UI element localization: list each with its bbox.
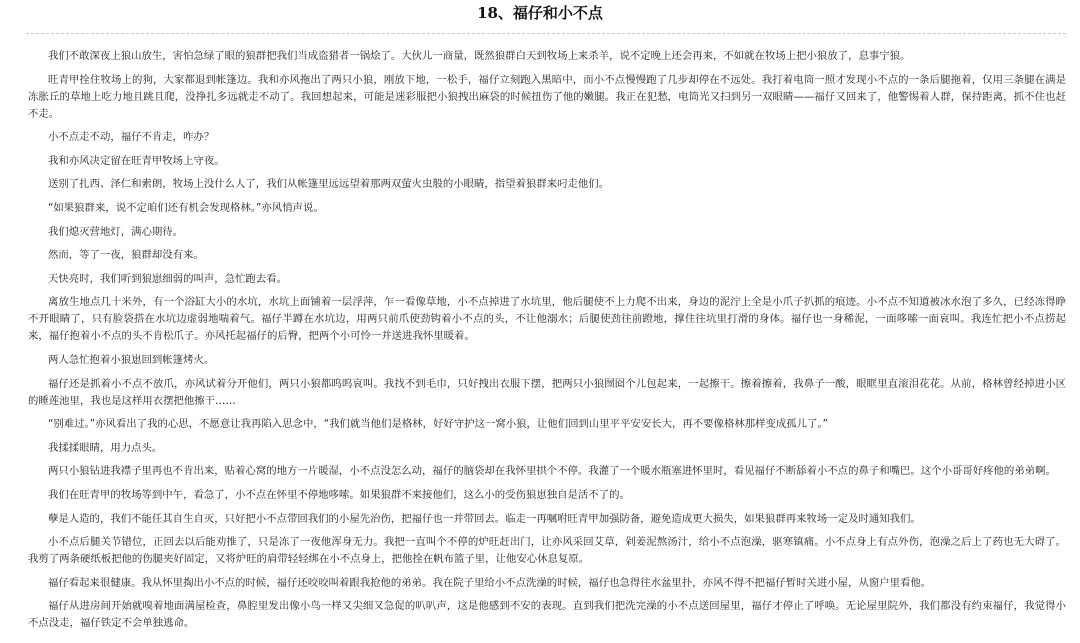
article-body — [28, 48, 1066, 639]
paragraph: 我们在旺青甲的牧场等到中午，看急了，小不点在怀里不停地哆嗦。如果狼群不来接他们，这么小的受伤狼崽独自是活不了的。 — [48, 488, 630, 501]
paragraph: 福仔还是抓着小不点不放爪，亦风试着分开他们，两只小狼都呜呜哀叫。我找不到毛巾，只好拽出衣服下摆，把两只小狼囫囵个儿包起来，一起擦干。擦着擦着，我鼻子一酸，眼眶里直滚泪花花。从前，格林曾经掉进小区的睡莲池里，我也是这样用衣摆把他擦干…… — [28, 377, 1066, 407]
paragraph: 我揉揉眼睛，用力点头。 — [48, 441, 163, 454]
paragraph: 我和亦风决定留在旺青甲牧场上守夜。 — [48, 154, 225, 167]
paragraph: 我们熄灭营地灯，满心期待。 — [48, 225, 184, 238]
paragraph: 两人急忙抱着小狼崽回到帐篷烤火。 — [48, 353, 215, 366]
paragraph: 两只小狼钻进我襟子里再也不肯出来，贴着心窝的地方一片暖湿，小不点没怎么动，福仔的脑袋却在我怀里拱个不停。我灌了一个暖水瓶塞进怀里时，看见福仔不断舔着小不点的鼻子和嘴巴。这个小哥哥好疼他的弟弟啊。 — [48, 465, 1056, 478]
paragraph: 我们不敢深夜上狼山放生，害怕急绿了眼的狼群把我们当成盗猎者一锅烩了。大伙儿一商量，既然狼群白天到牧场上来杀羊，说不定晚上还会再来，不如就在牧场上把小狼放了，息事宁狼。 — [48, 50, 911, 62]
chapter-title: 18、福仔和小不点 — [477, 4, 603, 22]
paragraph: 离放生地点几十米外，有一个浴缸大小的水坑，水坑上面铺着一层浮萍，乍一看像草地，小不点掉进了水坑里，他后腿使不上力爬不出来，身边的泥泞上全是小爪子扒抓的痕迹。小不点不知道被冰水泡了多久，已经冻得睁不开眼睛了，只有脸袋搭在水坑边虚弱地喘着气。福仔半蹲在水坑边，用两只前爪使劲钩着小不点的头，不让他溺水；后腿使劲往前蹬地，撑住往坑里打滑的身体。福仔也一身稀泥，一面哆嗦一面哀叫。我连忙把小不点捞起来，福仔抱着小不点的头不肯松爪子。亦风托起福仔的后臀，把两个小可怜一并送进我怀里暖着。 — [28, 296, 1066, 343]
paragraph: 天快亮时，我们听到狼崽细弱的叫声，急忙跑去看。 — [48, 272, 287, 285]
title-divider — [26, 33, 1066, 34]
paragraph: 福仔看起来很健康。我从怀里掏出小不点的时候，福仔还咬咬叫着跟我抢他的弟弟。我在院子里给小不点洗澡的时候，福仔也急得往水盆里扑，亦风不得不把福仔暂时关进小屋，从窗户里看他。 — [48, 576, 932, 589]
paragraph: “如果狼群来，说不定咱们还有机会发现格林。”亦风悄声说。 — [48, 201, 324, 214]
paragraph: 小不点后腿关节错位，正回去以后能劝推了，只是冻了一夜他浑身无力。我把一直叫个不停的炉旺赶出门，让亦风采回艾草，剁姜泥熬汤汁，给小不点泡澡，驱寒镇痛。小不点身上有点外伤，泡澡之后上了药也无大碍了。我剪了两条硬纸板把他的伤腿夹好固定，又将炉旺的肩带轻轻绑在小不点身上，把他拴在帆布篮子里，让他安心休息复原。 — [28, 536, 1066, 566]
paragraph: 孽是人造的，我们不能任其自生自灭，只好把小不点带回我们的小屋先治伤，把福仔也一并带回去。临走一再嘱咐旺青甲加强防备，避免造成更大损失，如果狼群再来牧场一定及时通知我们。 — [48, 512, 921, 525]
paragraph: “别难过。”亦风看出了我的心思，不愿意让我再陷入思念中，“我们就当他们是格林，好好守护这一窝小狼，让他们回到山里平平安安长大，再不要像格林那样变成孤儿了。” — [48, 418, 829, 431]
paragraph: 福仔从进房间开始就嗅着地面满屋检查，鼻腔里发出像小鸟一样又尖细又急促的叭叭声，这是他感到不安的表现。直到我们把洗完澡的小不点送回屋里，福仔才停止了呼唤。无论屋里院外，我们都没有约束福仔，我觉得小不点没走，福仔铁定不会单独逃命。 — [28, 600, 1066, 630]
paragraph: 然而，等了一夜，狼群却没有来。 — [48, 249, 204, 262]
paragraph: 小不点走不动，福仔不肯走，咋办？ — [48, 131, 215, 144]
paragraph: 送别了扎西、泽仁和索朗，牧场上没什么人了，我们从帐篷里远远望着那两双萤火虫般的小眼睛，指望着狼群来叼走他们。 — [48, 178, 610, 191]
paragraph: 旺青甲拴住牧场上的狗，大家都退到帐篷边。我和亦风拖出了两只小狼，刚放下地，一松手，福仔立刻跑入黑暗中，而小不点慢慢跑了几步却停在不远处。我打着电筒一照才发现小不点的一条后腿拖着，仅用三条腿在满是冻胀丘的草地上吃力地且跳且爬，没挣扎多远就走不动了。我回想起来，可能是迷彩服把小狼拽出麻袋的时候扭伤了他的嫩腿。我正在犯愁，电筒光又扫到另一双眼睛——福仔又回来了，他警惕着人群，保持距离，抓不住也赶不走。 — [28, 73, 1066, 120]
